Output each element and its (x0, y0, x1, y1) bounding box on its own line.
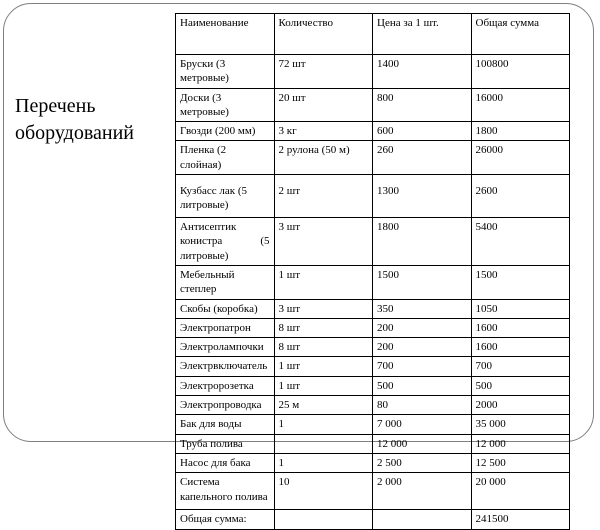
table-cell: 1 (274, 453, 373, 472)
table-cell: 3 кг (274, 122, 373, 141)
table-cell: Электропроводка (176, 396, 275, 415)
table-row (176, 141, 570, 175)
table-cell: 1600 (471, 318, 570, 337)
table-row (176, 299, 570, 318)
table-cell: Гвозди (200 мм) (176, 122, 275, 141)
column-header: Количество (274, 14, 373, 55)
table-row (176, 265, 570, 299)
table-cell: 1400 (373, 55, 472, 89)
table-cell: 200 (373, 318, 472, 337)
table-cell: 2 000 (373, 473, 472, 510)
table-row (176, 55, 570, 89)
table-cell: 700 (471, 357, 570, 376)
table-row (176, 218, 570, 266)
table-row (176, 434, 570, 453)
table-cell: 600 (373, 122, 472, 141)
table-cell: 260 (373, 141, 472, 175)
table-row (176, 175, 570, 218)
table-cell (274, 434, 373, 453)
table-cell: Кузбасс лак (5 литровые) (176, 175, 275, 218)
table-cell: 1800 (373, 218, 472, 266)
table-cell: 8 шт (274, 318, 373, 337)
table-body (176, 55, 570, 530)
table-cell: 1 (274, 415, 373, 434)
table-cell: 350 (373, 299, 472, 318)
column-header: Общая сумма (471, 14, 570, 55)
table-cell: 5400 (471, 218, 570, 266)
slide-title: Перечень оборудований (15, 95, 134, 144)
table-row (176, 415, 570, 434)
table-cell: 1300 (373, 175, 472, 218)
table-cell: Мебельный степлер (176, 265, 275, 299)
table-cell: 1500 (373, 265, 472, 299)
table-cell (373, 510, 472, 530)
table-cell: Скобы (коробка) (176, 299, 275, 318)
table-cell: 2000 (471, 396, 570, 415)
table-cell: Пленка (2 слойная) (176, 141, 275, 175)
table-cell: Электролампочки (176, 338, 275, 357)
table-row (176, 318, 570, 337)
table-cell (274, 510, 373, 530)
table-cell: Бак для воды (176, 415, 275, 434)
table-cell: 500 (373, 376, 472, 395)
table-cell: 20 000 (471, 473, 570, 510)
total-row (176, 510, 570, 530)
table-cell: 12 000 (373, 434, 472, 453)
table-cell: 200 (373, 338, 472, 357)
column-header: Цена за 1 шт. (373, 14, 472, 55)
table-cell: Электрвключатель (176, 357, 275, 376)
table-cell: Насос для бака (176, 453, 275, 472)
table-cell: 2600 (471, 175, 570, 218)
table-cell: Труба полива (176, 434, 275, 453)
table-cell: 1800 (471, 122, 570, 141)
equipment-table (175, 13, 570, 530)
table-cell: 72 шт (274, 55, 373, 89)
table-cell: 35 000 (471, 415, 570, 434)
table-cell: 12 000 (471, 434, 570, 453)
table-row (176, 396, 570, 415)
table-cell: 2 500 (373, 453, 472, 472)
table-cell: 3 шт (274, 218, 373, 266)
table-cell: 25 м (274, 396, 373, 415)
table-cell: 10 (274, 473, 373, 510)
table-cell: 1 шт (274, 357, 373, 376)
table-cell: 20 шт (274, 88, 373, 122)
table-cell: 2 рулона (50 м) (274, 141, 373, 175)
table-cell: 1050 (471, 299, 570, 318)
table-cell: 241500 (471, 510, 570, 530)
header-row (176, 14, 570, 55)
table-cell: 8 шт (274, 338, 373, 357)
table-row (176, 473, 570, 510)
table-row (176, 338, 570, 357)
table-cell: 26000 (471, 141, 570, 175)
table-cell: 7 000 (373, 415, 472, 434)
table-row (176, 357, 570, 376)
table-header (176, 14, 570, 55)
table-cell: 1500 (471, 265, 570, 299)
table-cell: Электропатрон (176, 318, 275, 337)
table-cell: 12 500 (471, 453, 570, 472)
table-cell: Антисептик конистра (5 литровые) (176, 218, 275, 266)
table-cell: 80 (373, 396, 472, 415)
table-cell: 2 шт (274, 175, 373, 218)
table-row (176, 122, 570, 141)
table-row (176, 453, 570, 472)
table-cell: Система капельного полива (176, 473, 275, 510)
column-header: Наименование (176, 14, 275, 55)
table-cell: 800 (373, 88, 472, 122)
table-cell: 16000 (471, 88, 570, 122)
table-row (176, 88, 570, 122)
table-cell: Общая сумма: (176, 510, 275, 530)
table-cell: 500 (471, 376, 570, 395)
table-cell: 1 шт (274, 376, 373, 395)
table-row (176, 376, 570, 395)
table-cell: Бруски (3 метровые) (176, 55, 275, 89)
table-cell: 3 шт (274, 299, 373, 318)
table-cell: Электророзетка (176, 376, 275, 395)
table-cell: 1 шт (274, 265, 373, 299)
table-cell: 1600 (471, 338, 570, 357)
table-cell: 700 (373, 357, 472, 376)
table-cell: 100800 (471, 55, 570, 89)
table-cell: Доски (3 метровые) (176, 88, 275, 122)
